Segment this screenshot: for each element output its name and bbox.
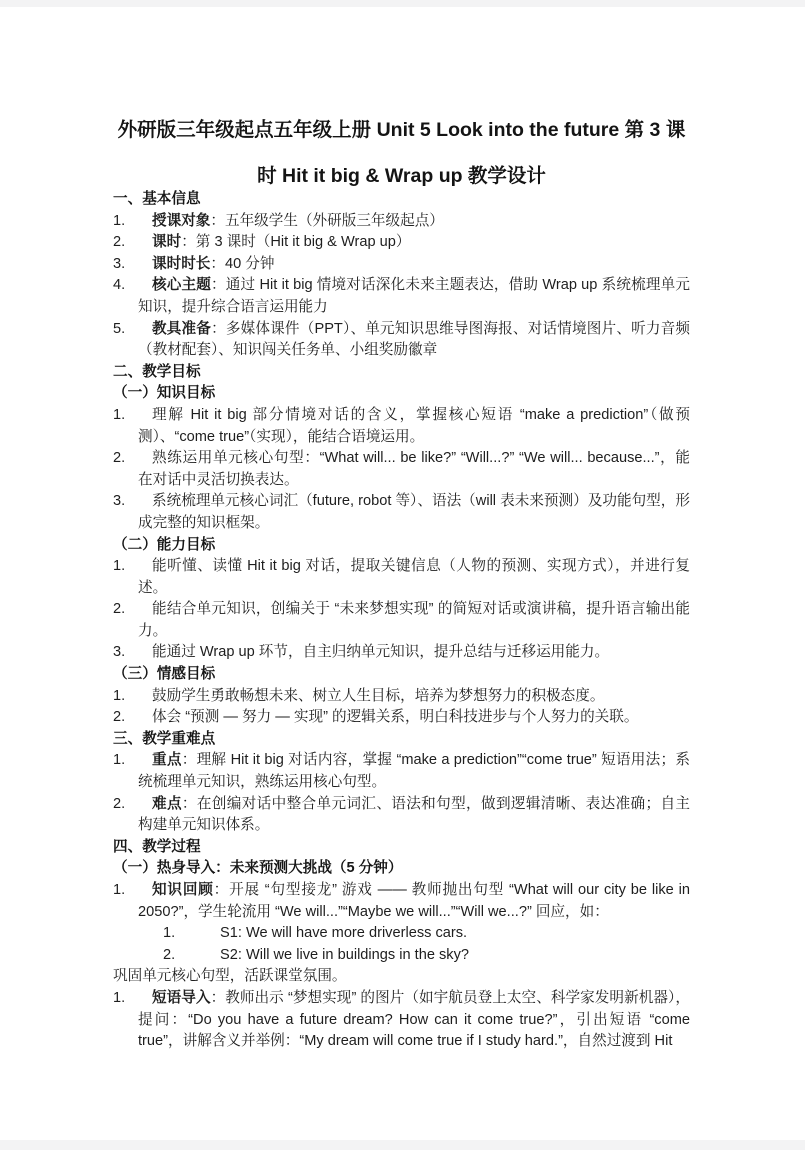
list-item-label: 授课对象 — [152, 212, 211, 229]
list-item-number: 1. — [113, 687, 126, 704]
list-item — [113, 686, 690, 708]
list-item-text: 系统梳理单元核心词汇（future, robot 等）、语法（will 表未来预测）及功能句型，形成完整的知识框架。 — [138, 493, 690, 531]
list-item-label: 重点 — [152, 752, 182, 769]
list-item — [113, 794, 690, 837]
section-basic-info — [113, 189, 690, 362]
list-item-number: 1. — [113, 752, 126, 769]
list-item-label: 知识回顾 — [152, 882, 214, 898]
list-item-number: 3. — [113, 644, 126, 661]
list-item — [113, 275, 690, 318]
list-item — [113, 642, 690, 664]
document-title — [113, 107, 690, 199]
list-item-label: 核心主题 — [152, 277, 212, 294]
list-item — [113, 405, 690, 448]
section-objectives — [113, 362, 690, 729]
list-item-text: 鼓励学生勇敢畅想未来、树立人生目标，培养为梦想努力的积极态度。 — [152, 687, 605, 704]
list-item — [113, 319, 690, 362]
section-key-points — [113, 729, 690, 837]
list-item-number: 1. — [113, 558, 126, 575]
list-item-label: 课时 — [152, 234, 182, 251]
list-item — [113, 880, 690, 923]
subsection-heading-ability: （二）能力目标 — [113, 536, 216, 553]
list-item-text: ：多媒体课件（PPT）、单元知识思维导图海报、对话情境图片、听力音频（教材配套）、知识闯关任务单、小组奖励徽章 — [138, 320, 690, 359]
list-item-number: 2. — [113, 234, 126, 251]
list-item-text: S2: Will we live in buildings in the sky? — [220, 946, 470, 963]
list-item-number: 5. — [113, 320, 126, 337]
list-item — [113, 211, 690, 233]
list-item — [113, 254, 690, 276]
list-item-label: 短语导入 — [152, 989, 211, 1006]
list-item-number: 2. — [113, 601, 126, 618]
document-content — [0, 7, 805, 1053]
list-item-text: ：开展 “句型接龙” 游戏 —— 教师抛出句型 “What will our city be like in 2050?”，学生轮流用 “We will...”“Maybe we will...”“Will we...?” 回应，如： — [138, 882, 690, 920]
list-item-number: 1. — [113, 212, 126, 229]
title-line-1: 外研版三年级起点五年级上册 Unit 5 Look into the future 第 3 课 — [117, 119, 686, 141]
list-item-number: 1. — [163, 925, 176, 942]
list-item-text: ：在创编对话中整合单元词汇、语法和句型，做到逻辑清晰、表达准确；自主构建单元知识体系。 — [138, 795, 690, 834]
list-item-label: 教具准备 — [152, 320, 212, 337]
list-item-number: 2. — [113, 709, 126, 726]
document-page — [0, 7, 805, 1140]
list-item-text: 能听懂、读懂 Hit it big 对话，提取关键信息（人物的预测、实现方式），并进行复述。 — [138, 558, 690, 596]
list-item — [113, 750, 690, 793]
list-item-label: 难点 — [152, 795, 182, 812]
list-item-text: 能通过 Wrap up 环节，自主归纳单元知识，提升总结与迁移运用能力。 — [152, 644, 610, 661]
subsection-heading-knowledge: （一）知识目标 — [113, 385, 216, 402]
list-item — [113, 599, 690, 642]
nested-list-item — [113, 923, 690, 945]
subsection-heading-warmup: （一）热身导入：未来预测大挑战（5 分钟） — [113, 860, 403, 877]
section-teaching-process — [113, 837, 690, 1053]
list-item-number: 4. — [113, 277, 126, 294]
list-item-number: 3. — [113, 255, 126, 272]
list-item-text: ：第 3 课时（Hit it big & Wrap up） — [181, 234, 411, 251]
section-heading: 二、教学目标 — [113, 363, 201, 380]
list-item-number: 3. — [113, 493, 126, 510]
list-item-text: S1: We will have more driverless cars. — [220, 925, 468, 942]
list-item-number: 2. — [113, 795, 126, 812]
list-item-text: ：理解 Hit it big 对话内容，掌握 “make a prediction”“come true” 短语用法；系统梳理单元知识，熟练运用核心句型。 — [138, 752, 690, 791]
section-heading: 一、基本信息 — [113, 191, 201, 207]
list-item-text: ：五年级学生（外研版三年级起点） — [210, 212, 444, 229]
nested-list-item — [113, 945, 690, 967]
list-item-text: 熟练运用单元核心句型：“What will... be like?” “Will...?” “We will... because...”，能在对话中灵活切换表达。 — [138, 450, 690, 488]
list-item-number: 2. — [163, 946, 176, 963]
section-heading: 四、教学过程 — [113, 838, 201, 855]
section-heading: 三、教学重难点 — [113, 730, 216, 747]
list-item-text: 体会 “预测 — 努力 — 实现” 的逻辑关系，明白科技进步与个人努力的关联。 — [152, 709, 639, 726]
list-item-text: 能结合单元知识，创编关于 “未来梦想实现” 的简短对话或演讲稿，提升语言输出能力。 — [138, 601, 690, 639]
list-item-number: 2. — [113, 450, 126, 467]
list-item — [113, 448, 690, 491]
paragraph-note: 巩固单元核心句型，活跃课堂氛围。 — [113, 968, 347, 985]
list-item — [113, 707, 690, 729]
list-item-text: ：40 分钟 — [210, 255, 275, 272]
list-item-text: ：通过 Hit it big 情境对话深化未来主题表达，借助 Wrap up 系统梳理单元知识，提升综合语言运用能力 — [138, 277, 690, 315]
subsection-heading-emotion: （三）情感目标 — [113, 666, 216, 683]
list-item — [113, 491, 690, 534]
list-item-number: 1. — [113, 989, 126, 1006]
list-item-text: ：教师出示 “梦想实现” 的图片（如宇航员登上太空、科学家发明新机器），提问：“Do you have a future dream? How can it come true?”，引出短语 “come true”，讲解含义并举例：“My dream will come true if I study hard.”，自然过渡到 Hit — [138, 989, 690, 1050]
list-item — [113, 556, 690, 599]
list-item-number: 1. — [113, 882, 126, 898]
list-item — [113, 988, 690, 1053]
list-item — [113, 232, 690, 254]
list-item-number: 1. — [113, 406, 126, 423]
title-line-2: 时 Hit it big & Wrap up 教学设计 — [257, 165, 546, 187]
list-item-text: 理解 Hit it big 部分情境对话的含义，掌握核心短语 “make a prediction”（做预测）、“come true”（实现），能结合语境运用。 — [138, 406, 690, 445]
list-item-label: 课时时长 — [152, 255, 211, 272]
